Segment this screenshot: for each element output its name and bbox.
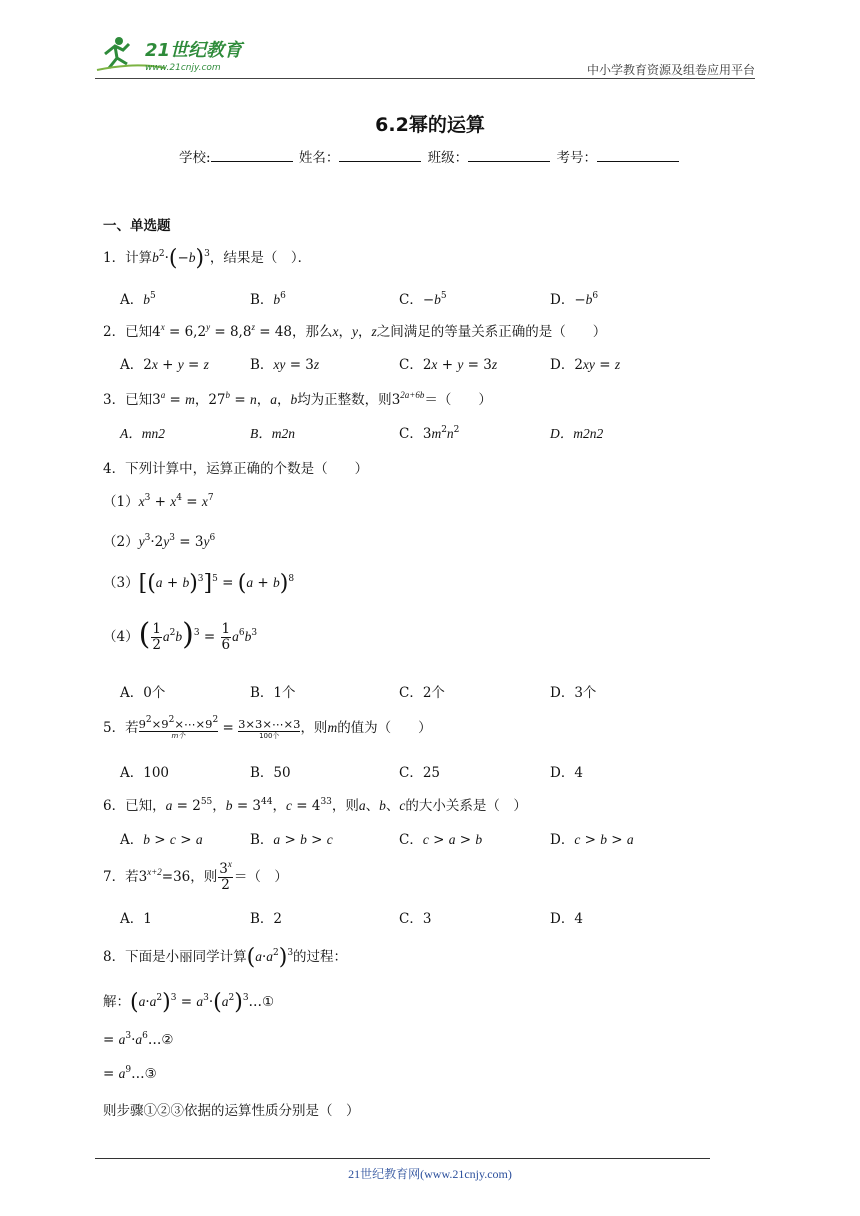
name-field[interactable] (339, 149, 421, 162)
logo-url: www.21cnjy.com (145, 63, 221, 73)
q3-option-b[interactable]: B．m2n (250, 426, 295, 441)
q1-option-c[interactable]: C．$-b^5$ (399, 291, 447, 308)
class-label: 班级： (427, 150, 469, 166)
q2-option-c[interactable]: C．2x + y = 3z (399, 357, 498, 373)
question-5: 5．若 $9^2\times 9^2\times\cdots\times 9^2$ m个 = 3×3×⋯×3 100个 ，则m的值为（ ） (103, 714, 432, 740)
logo-text: 21世纪教育 (145, 40, 243, 61)
q4-item-4: （4）( $\frac{1}{2}$ $a^2b)^3$ = $\frac{1}{6}$ $a^6b^3$ (103, 617, 258, 653)
question-5-options (0, 761, 860, 781)
q6-option-b[interactable]: B．a > b > c (250, 832, 333, 848)
q8-solution-step-3: = $a^9\dots ③$ (103, 1065, 157, 1082)
q3-option-a[interactable]: A．mn2 (120, 426, 165, 441)
q6-option-d[interactable]: D．c > b > a (550, 832, 634, 848)
question-1-options (0, 288, 860, 308)
question-1: 1．计算$b^2\cdot(-b)^3$，结果是（ ）． (103, 246, 312, 271)
question-2: 2．已知$4^x = 6,2^y = 8,8^z = 48$，那么x，y，z之间满足的等量关系正确的是（ ） (103, 322, 607, 340)
question-7: 7．若$3^{x+2}=36$，则 $\frac{3^x}{2}$ ＝（ ） (103, 859, 288, 893)
exam-no-label: 考号： (556, 150, 597, 166)
name-label: 姓名： (298, 150, 340, 166)
q4-option-d[interactable]: D．3个 (550, 685, 597, 701)
section-heading: 一、单选题 (103, 218, 171, 234)
q8-question-prompt: 则步骤①②③依据的运算性质分别是（ ） (103, 1103, 360, 1119)
q7-option-a[interactable]: A．1 (120, 911, 152, 927)
student-info-row (0, 146, 860, 166)
page-title: 6.2幂的运算 (375, 114, 485, 136)
q1-option-d[interactable]: D．$-b^6$ (550, 291, 599, 308)
q2-option-a[interactable]: A．2x + y = z (120, 357, 209, 373)
question-3: 3．已知$3^a = m$，$27^b = n$，a，b均为正整数，则$3^{2a+6b}=$（ ） (103, 390, 492, 408)
q6-option-a[interactable]: A．b > c > a (120, 832, 203, 848)
q5-option-b[interactable]: B．50 (250, 765, 291, 781)
q4-option-c[interactable]: C．2个 (399, 685, 445, 701)
q7-option-d[interactable]: D．4 (550, 911, 583, 927)
q5-option-a[interactable]: A．100 (120, 765, 170, 781)
class-field[interactable] (468, 149, 550, 162)
question-4-options (0, 681, 860, 701)
q4-item-1: $(1)x^3 + x^4 = x^7$ (103, 493, 214, 510)
question-6-options (0, 828, 860, 848)
q4-option-a[interactable]: A．0个 (120, 685, 166, 701)
q7-option-b[interactable]: B．2 (250, 911, 283, 927)
footer-divider (95, 1158, 710, 1159)
q5-right-brace: 3×3×⋯×3 100个 (238, 716, 301, 740)
site-logo (95, 32, 255, 76)
header-platform-text: 中小学教育资源及组卷应用平台 (586, 63, 755, 77)
q2-option-b[interactable]: B．xy = 3z (250, 357, 320, 373)
question-8: 8．下面是小丽同学计算$(a\cdot a^2)^3$的过程： (103, 945, 348, 970)
question-2-options (0, 353, 860, 373)
q1-option-a[interactable]: A．$b^5$ (120, 291, 156, 308)
question-3-options (0, 422, 860, 442)
q6-option-c[interactable]: C．c > a > b (399, 832, 483, 848)
q3-option-d[interactable]: D．m2n2 (550, 426, 604, 441)
q5-left-brace: $9^2\times 9^2\times\cdots\times 9^2$ m个 (138, 714, 219, 740)
q8-solution-step-1: 解：$(a\cdot a^2)^3$ = $a^3\cdot(a^2)^3\dots ①$ (103, 990, 275, 1015)
footer-link[interactable]: 21世纪教育网(www.21cnjy.com) (348, 1167, 512, 1181)
q2-option-d[interactable]: D．2xy = z (550, 357, 621, 373)
school-field[interactable] (211, 149, 293, 162)
q4-option-b[interactable]: B．1个 (250, 685, 296, 701)
q3-option-c[interactable]: C．$3m^2n^2$ (399, 425, 460, 442)
q4-item-2: $(2)y^3\cdot 2y^3 = 3y^6$ (103, 533, 216, 550)
q4-item-3: $(3)[(a + b)^3]^5 = (a + b)^8$ (103, 571, 295, 596)
q7-option-c[interactable]: C．3 (399, 911, 432, 927)
question-6: 6．已知，$a = 2^{55}$，$b = 3^{44}$，$c = 4^{33}$，则a、b、c的大小关系是（ ） (103, 797, 527, 814)
q8-solution-step-2: = $a^3\cdot a^6\dots ②$ (103, 1031, 174, 1048)
exam-no-field[interactable] (597, 149, 679, 162)
q1-option-b[interactable]: B．$b^6$ (250, 291, 286, 308)
question-4: 4．下列计算中，运算正确的个数是（ ） (103, 461, 369, 477)
header-divider (95, 78, 755, 79)
school-label: 学校: (179, 150, 211, 166)
question-7-options (0, 907, 860, 927)
q5-option-c[interactable]: C．25 (399, 765, 441, 781)
q5-option-d[interactable]: D．4 (550, 765, 583, 781)
